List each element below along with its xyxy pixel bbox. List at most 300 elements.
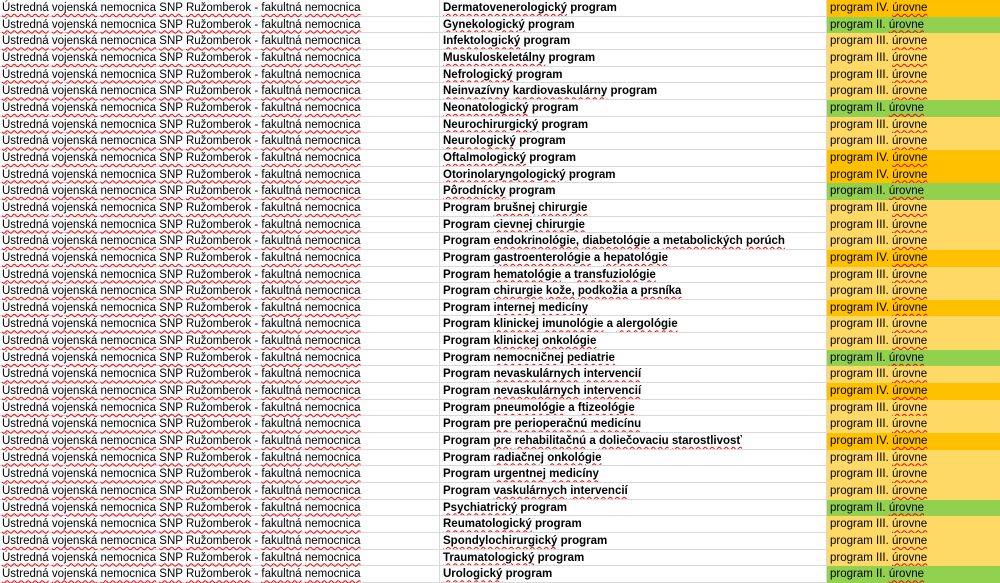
misspelled-word: nemocnica bbox=[100, 201, 157, 214]
program-cell[interactable] bbox=[440, 183, 827, 200]
word: - bbox=[254, 18, 259, 31]
misspelled-word: nemocnica bbox=[304, 168, 361, 181]
level-cell[interactable] bbox=[827, 400, 1000, 417]
hospital-cell[interactable] bbox=[0, 300, 440, 317]
level-cell[interactable] bbox=[827, 67, 1000, 84]
hospital-cell[interactable] bbox=[0, 316, 440, 333]
misspelled-word: rehabilitačnú bbox=[514, 435, 587, 448]
word: program bbox=[830, 18, 873, 31]
hospital-cell[interactable] bbox=[0, 566, 440, 583]
misspelled-word: intervencií bbox=[583, 385, 642, 398]
program-cell[interactable] bbox=[440, 550, 827, 567]
misspelled-word: Neinvazívny bbox=[443, 85, 510, 98]
table-row bbox=[0, 267, 1000, 284]
misspelled-word: vojenská bbox=[51, 318, 98, 331]
misspelled-word: nemocnica bbox=[100, 518, 157, 531]
hospital-cell[interactable] bbox=[0, 283, 440, 300]
misspelled-word: Ružomberok bbox=[185, 518, 252, 531]
misspelled-word: nemocnica bbox=[304, 51, 361, 64]
misspelled-word: nemocnica bbox=[100, 335, 157, 348]
misspelled-word: nemocnica bbox=[304, 535, 361, 547]
misspelled-word: nemocnica bbox=[100, 551, 157, 564]
hospital-cell[interactable] bbox=[0, 183, 440, 200]
hospital-cell[interactable] bbox=[0, 33, 440, 50]
program-cell[interactable] bbox=[440, 300, 827, 317]
program-cell[interactable] bbox=[440, 117, 827, 134]
misspelled-word: úrovne bbox=[892, 518, 928, 531]
misspelled-word: nemocnica bbox=[100, 185, 157, 198]
misspelled-word: Ružomberok bbox=[185, 468, 252, 481]
level-cell[interactable] bbox=[827, 217, 1000, 234]
word: - bbox=[254, 35, 259, 48]
misspelled-word: Ružomberok bbox=[185, 235, 252, 248]
misspelled-word: SNP bbox=[159, 385, 183, 398]
misspelled-word: fakultná bbox=[261, 335, 302, 348]
level-cell[interactable] bbox=[827, 50, 1000, 67]
misspelled-word: úrovne bbox=[892, 485, 928, 498]
hospital-cell[interactable] bbox=[0, 333, 440, 350]
hospital-cell[interactable] bbox=[0, 67, 440, 84]
program-cell[interactable] bbox=[440, 500, 827, 517]
word: program bbox=[830, 218, 873, 231]
misspelled-word: Ružomberok bbox=[185, 435, 252, 448]
word: program bbox=[531, 101, 579, 114]
hospital-cell[interactable] bbox=[0, 366, 440, 383]
word: program bbox=[830, 118, 873, 131]
misspelled-word: nemocnica bbox=[304, 135, 361, 148]
misspelled-word: nemocnica bbox=[304, 435, 361, 448]
misspelled-word: vojenská bbox=[51, 218, 98, 231]
misspelled-word: Ružomberok bbox=[185, 485, 252, 498]
level-cell[interactable] bbox=[827, 366, 1000, 383]
level-cell[interactable] bbox=[827, 150, 1000, 167]
misspelled-word: vojenská bbox=[51, 351, 98, 364]
table-row bbox=[0, 33, 1000, 50]
misspelled-word: diabetológie bbox=[582, 235, 651, 248]
level-cell[interactable] bbox=[827, 33, 1000, 50]
misspelled-word: Ústredná bbox=[2, 2, 49, 14]
program-cell[interactable] bbox=[440, 333, 827, 350]
misspelled-word: internej bbox=[493, 301, 536, 314]
misspelled-word: doliečovaciu bbox=[599, 435, 669, 448]
misspelled-word: perioperačnú bbox=[514, 418, 588, 431]
table-row bbox=[0, 383, 1000, 400]
misspelled-word: úrovne bbox=[892, 151, 928, 164]
word: - bbox=[254, 168, 259, 181]
misspelled-word: fakultná bbox=[261, 101, 302, 114]
table-row bbox=[0, 350, 1000, 367]
misspelled-word: Ústredná bbox=[2, 251, 49, 264]
program-cell[interactable] bbox=[440, 350, 827, 367]
misspelled-word: Ružomberok bbox=[185, 185, 252, 198]
word: program bbox=[537, 551, 585, 564]
hospital-cell[interactable] bbox=[0, 250, 440, 267]
program-cell[interactable] bbox=[440, 233, 827, 250]
table-row bbox=[0, 167, 1000, 184]
hospital-cell[interactable] bbox=[0, 17, 440, 34]
word: program bbox=[830, 2, 873, 14]
misspelled-word: Ružomberok bbox=[185, 551, 252, 564]
misspelled-word: nemocnica bbox=[304, 185, 361, 198]
hospital-cell[interactable] bbox=[0, 400, 440, 417]
level-cell[interactable] bbox=[827, 316, 1000, 333]
level-cell[interactable] bbox=[827, 533, 1000, 550]
misspelled-word: nemocnica bbox=[100, 468, 157, 481]
misspelled-word: hematológie bbox=[493, 268, 562, 281]
level-cell[interactable] bbox=[827, 433, 1000, 450]
word: program bbox=[548, 51, 596, 64]
misspelled-word: vojenská bbox=[51, 368, 98, 381]
misspelled-word: Ústredná bbox=[2, 418, 49, 431]
table-row bbox=[0, 416, 1000, 433]
program-cell[interactable] bbox=[440, 316, 827, 333]
hospital-cell[interactable] bbox=[0, 433, 440, 450]
misspelled-word: SNP bbox=[159, 301, 183, 314]
misspelled-word: úrovne bbox=[892, 468, 928, 481]
program-cell[interactable] bbox=[440, 433, 827, 450]
level-cell[interactable] bbox=[827, 200, 1000, 217]
misspelled-word: úrovne bbox=[892, 301, 928, 314]
word: - bbox=[254, 68, 259, 81]
misspelled-word: nemocnica bbox=[304, 35, 361, 48]
misspelled-word: Ružomberok bbox=[185, 135, 252, 148]
word: program bbox=[515, 68, 563, 81]
word: program bbox=[830, 451, 873, 464]
level-cell[interactable] bbox=[827, 550, 1000, 567]
program-cell[interactable] bbox=[440, 483, 827, 500]
misspelled-word: nemocnica bbox=[304, 335, 361, 348]
program-cell[interactable] bbox=[440, 283, 827, 300]
misspelled-word: fakultná bbox=[261, 435, 302, 448]
misspelled-word: podkožia bbox=[577, 285, 628, 298]
hospital-cell[interactable] bbox=[0, 167, 440, 184]
misspelled-word: vojenská bbox=[51, 468, 98, 481]
misspelled-word: alergológie bbox=[616, 318, 678, 331]
table-row bbox=[0, 450, 1000, 467]
misspelled-word: úrovne bbox=[892, 135, 928, 148]
misspelled-word: úrovne bbox=[888, 351, 924, 364]
hospital-cell[interactable] bbox=[0, 0, 440, 17]
program-cell[interactable] bbox=[440, 250, 827, 267]
misspelled-word: SNP bbox=[159, 268, 183, 281]
word: III. bbox=[876, 68, 889, 81]
program-cell[interactable] bbox=[440, 383, 827, 400]
hospital-cell[interactable] bbox=[0, 466, 440, 483]
misspelled-word: SNP bbox=[159, 35, 183, 48]
misspelled-word: Ústredná bbox=[2, 401, 49, 414]
misspelled-word: Ústredná bbox=[2, 485, 49, 498]
word: III. bbox=[876, 451, 889, 464]
program-cell[interactable] bbox=[440, 450, 827, 467]
level-cell[interactable] bbox=[827, 516, 1000, 533]
misspelled-word: vojenská bbox=[51, 501, 98, 514]
level-cell[interactable] bbox=[827, 17, 1000, 34]
level-cell[interactable] bbox=[827, 300, 1000, 317]
table-row bbox=[0, 500, 1000, 517]
hospital-cell[interactable] bbox=[0, 550, 440, 567]
level-cell[interactable] bbox=[827, 416, 1000, 433]
program-cell[interactable] bbox=[440, 217, 827, 234]
word: a bbox=[593, 251, 601, 264]
misspelled-word: vojenská bbox=[51, 135, 98, 148]
misspelled-word: vojenská bbox=[51, 285, 98, 298]
misspelled-word: SNP bbox=[159, 568, 183, 581]
misspelled-word: SNP bbox=[159, 68, 183, 81]
level-cell[interactable] bbox=[827, 83, 1000, 100]
word: - bbox=[254, 518, 259, 531]
word: - bbox=[254, 151, 259, 164]
misspelled-word: Ružomberok bbox=[185, 535, 252, 547]
program-cell[interactable] bbox=[440, 516, 827, 533]
misspelled-word: SNP bbox=[159, 418, 183, 431]
misspelled-word: urgentnej bbox=[493, 468, 546, 481]
level-cell[interactable] bbox=[827, 183, 1000, 200]
program-cell[interactable] bbox=[440, 267, 827, 284]
misspelled-word: fakultná bbox=[261, 85, 302, 98]
misspelled-word: Ústredná bbox=[2, 435, 49, 448]
hospital-cell[interactable] bbox=[0, 516, 440, 533]
misspelled-word: kože, bbox=[545, 285, 575, 298]
program-cell[interactable] bbox=[440, 366, 827, 383]
misspelled-word: Ružomberok bbox=[185, 568, 252, 581]
level-cell[interactable] bbox=[827, 450, 1000, 467]
misspelled-word: vojenská bbox=[51, 535, 98, 547]
hospital-cell[interactable] bbox=[0, 416, 440, 433]
misspelled-word: Psychiatrický bbox=[443, 501, 518, 514]
word: Program bbox=[443, 351, 491, 364]
table-row bbox=[0, 83, 1000, 100]
misspelled-word: SNP bbox=[159, 101, 183, 114]
misspelled-word: porúch bbox=[745, 235, 785, 248]
level-cell[interactable] bbox=[827, 250, 1000, 267]
program-cell[interactable] bbox=[440, 17, 827, 34]
word: program bbox=[830, 435, 873, 448]
hospital-cell[interactable] bbox=[0, 100, 440, 117]
program-cell[interactable] bbox=[440, 167, 827, 184]
level-cell[interactable] bbox=[827, 350, 1000, 367]
misspelled-word: fakultná bbox=[261, 485, 302, 498]
word: III. bbox=[876, 118, 889, 131]
misspelled-word: Ružomberok bbox=[185, 285, 252, 298]
level-cell[interactable] bbox=[827, 283, 1000, 300]
misspelled-word: Ružomberok bbox=[185, 51, 252, 64]
hospital-cell[interactable] bbox=[0, 233, 440, 250]
level-cell[interactable] bbox=[827, 566, 1000, 583]
misspelled-word: nemocnica bbox=[304, 268, 361, 281]
hospital-cell[interactable] bbox=[0, 117, 440, 134]
hospital-cell[interactable] bbox=[0, 533, 440, 550]
hospital-cell[interactable] bbox=[0, 200, 440, 217]
word: a bbox=[568, 401, 575, 414]
misspelled-word: nemocnica bbox=[100, 318, 157, 331]
word: III. bbox=[876, 468, 889, 481]
misspelled-word: nemocnica bbox=[304, 235, 361, 248]
misspelled-word: SNP bbox=[159, 135, 183, 148]
word: a bbox=[606, 318, 614, 331]
word: - bbox=[254, 85, 259, 98]
misspelled-word: nemocnica bbox=[304, 201, 361, 214]
misspelled-word: Ústredná bbox=[2, 201, 49, 214]
hospital-cell[interactable] bbox=[0, 450, 440, 467]
program-cell[interactable] bbox=[440, 566, 827, 583]
misspelled-word: Ružomberok bbox=[185, 85, 252, 98]
misspelled-word: vojenská bbox=[51, 251, 98, 264]
misspelled-word: Ružomberok bbox=[185, 368, 252, 381]
table-row bbox=[0, 133, 1000, 150]
level-cell[interactable] bbox=[827, 466, 1000, 483]
hospital-cell[interactable] bbox=[0, 267, 440, 284]
misspelled-word: SNP bbox=[159, 235, 183, 248]
program-cell[interactable] bbox=[440, 133, 827, 150]
program-cell[interactable] bbox=[440, 50, 827, 67]
word: - bbox=[254, 135, 259, 148]
misspelled-word: vojenská bbox=[51, 301, 98, 314]
word: program bbox=[535, 518, 582, 531]
hospital-cell[interactable] bbox=[0, 383, 440, 400]
hospital-cell[interactable] bbox=[0, 83, 440, 100]
misspelled-word: SNP bbox=[159, 285, 183, 298]
misspelled-word: nemocnica bbox=[100, 501, 157, 514]
word: II. bbox=[876, 185, 886, 198]
misspelled-word: onkológie bbox=[542, 335, 597, 348]
misspelled-word: nemocnica bbox=[304, 551, 361, 564]
program-cell[interactable] bbox=[440, 150, 827, 167]
level-cell[interactable] bbox=[827, 133, 1000, 150]
table-row bbox=[0, 17, 1000, 34]
word: Program bbox=[443, 468, 491, 481]
misspelled-word: onkológie bbox=[547, 451, 602, 464]
hospital-cell[interactable] bbox=[0, 150, 440, 167]
misspelled-word: SNP bbox=[159, 501, 183, 514]
misspelled-word: nemocnica bbox=[100, 368, 157, 381]
table-row bbox=[0, 333, 1000, 350]
misspelled-word: Neurochirurgický bbox=[443, 118, 539, 131]
misspelled-word: vojenská bbox=[51, 201, 98, 214]
misspelled-word: fakultná bbox=[261, 285, 302, 298]
word: - bbox=[254, 285, 259, 298]
word: program bbox=[830, 351, 873, 364]
misspelled-word: úrovne bbox=[888, 185, 924, 198]
word: III. bbox=[876, 85, 889, 98]
hospital-cell[interactable] bbox=[0, 350, 440, 367]
program-cell[interactable] bbox=[440, 33, 827, 50]
level-cell[interactable] bbox=[827, 0, 1000, 17]
program-cell[interactable] bbox=[440, 400, 827, 417]
table-row bbox=[0, 283, 1000, 300]
misspelled-word: nemocnica bbox=[100, 285, 157, 298]
word: - bbox=[254, 335, 259, 348]
misspelled-word: SNP bbox=[159, 335, 183, 348]
misspelled-word: fakultná bbox=[261, 351, 302, 364]
program-cell[interactable] bbox=[440, 416, 827, 433]
word: Program bbox=[443, 335, 491, 348]
table-row bbox=[0, 217, 1000, 234]
program-cell[interactable] bbox=[440, 466, 827, 483]
program-cell[interactable] bbox=[440, 200, 827, 217]
misspelled-word: úrovne bbox=[892, 451, 928, 464]
program-cell[interactable] bbox=[440, 67, 827, 84]
program-cell[interactable] bbox=[440, 100, 827, 117]
word: a bbox=[630, 285, 638, 298]
word: program bbox=[830, 551, 873, 564]
misspelled-word: pre bbox=[493, 418, 512, 431]
misspelled-word: úrovne bbox=[892, 535, 928, 547]
program-cell[interactable] bbox=[440, 0, 827, 17]
misspelled-word: chirurgie bbox=[493, 285, 543, 298]
level-cell[interactable] bbox=[827, 483, 1000, 500]
hospital-cell[interactable] bbox=[0, 483, 440, 500]
word: III. bbox=[876, 335, 889, 348]
misspelled-word: Ružomberok bbox=[185, 218, 252, 231]
misspelled-word: vojenská bbox=[51, 385, 98, 398]
misspelled-word: vojenská bbox=[51, 401, 98, 414]
table-row bbox=[0, 466, 1000, 483]
misspelled-word: nemocnica bbox=[100, 135, 157, 148]
misspelled-word: úrovne bbox=[892, 435, 928, 448]
misspelled-word: vojenská bbox=[51, 68, 98, 81]
misspelled-word: fakultná bbox=[261, 168, 302, 181]
level-cell[interactable] bbox=[827, 383, 1000, 400]
misspelled-word: vojenská bbox=[51, 168, 98, 181]
word: - bbox=[254, 268, 259, 281]
misspelled-word: Ústredná bbox=[2, 151, 49, 164]
misspelled-word: fakultná bbox=[261, 18, 302, 31]
misspelled-word: nemocnica bbox=[304, 251, 361, 264]
program-cell[interactable] bbox=[440, 533, 827, 550]
hospital-cell[interactable] bbox=[0, 133, 440, 150]
word: III. bbox=[876, 268, 889, 281]
misspelled-word: Spondylochirurgický bbox=[443, 535, 558, 547]
misspelled-word: nemocnica bbox=[304, 85, 361, 98]
program-cell[interactable] bbox=[440, 83, 827, 100]
misspelled-word: SNP bbox=[159, 351, 183, 364]
hospital-cell[interactable] bbox=[0, 50, 440, 67]
misspelled-word: Neonatologický bbox=[443, 101, 529, 114]
misspelled-word: nevaskulárnych bbox=[493, 385, 581, 398]
misspelled-word: vojenská bbox=[51, 551, 98, 564]
hospital-cell[interactable] bbox=[0, 500, 440, 517]
word: program bbox=[830, 468, 873, 481]
misspelled-word: fakultná bbox=[261, 551, 302, 564]
word: III. bbox=[876, 418, 889, 431]
word: - bbox=[254, 101, 259, 114]
word: III. bbox=[876, 135, 889, 148]
word: - bbox=[254, 235, 259, 248]
table-row bbox=[0, 400, 1000, 417]
level-cell[interactable] bbox=[827, 267, 1000, 284]
level-cell[interactable] bbox=[827, 167, 1000, 184]
misspelled-word: nemocnica bbox=[304, 468, 361, 481]
misspelled-word: vojenská bbox=[51, 2, 98, 14]
word: II. bbox=[876, 101, 886, 114]
level-cell[interactable] bbox=[827, 117, 1000, 134]
word: a bbox=[589, 435, 596, 448]
level-cell[interactable] bbox=[827, 333, 1000, 350]
misspelled-word: pediatrie bbox=[567, 351, 615, 364]
word: III. bbox=[876, 51, 889, 64]
word: - bbox=[254, 218, 259, 231]
hospital-cell[interactable] bbox=[0, 217, 440, 234]
word: program bbox=[568, 168, 616, 181]
word: Program bbox=[443, 318, 491, 331]
level-cell[interactable] bbox=[827, 233, 1000, 250]
level-cell[interactable] bbox=[827, 100, 1000, 117]
misspelled-word: úrovne bbox=[892, 251, 928, 264]
table-row bbox=[0, 366, 1000, 383]
level-cell[interactable] bbox=[827, 500, 1000, 517]
misspelled-word: úrovne bbox=[892, 318, 928, 331]
word: program bbox=[830, 568, 873, 581]
